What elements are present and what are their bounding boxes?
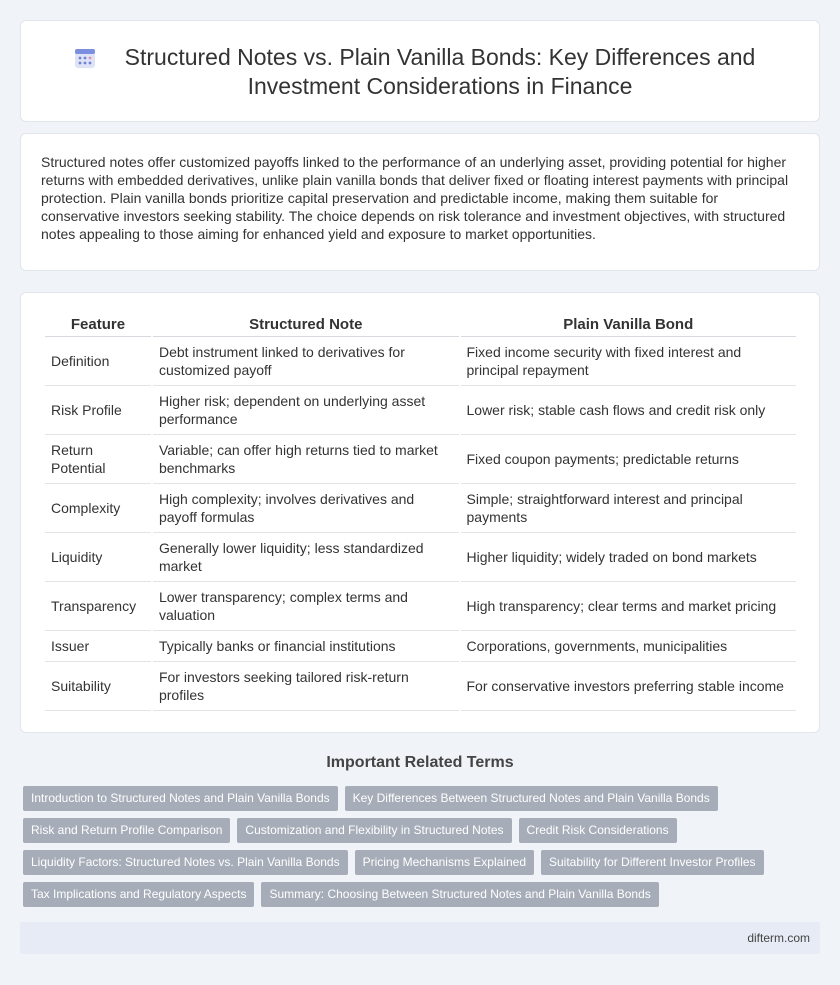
table-row: [45, 484, 796, 533]
plain-vanilla-bond-cell: Corporations, governments, municipalities: [461, 631, 797, 662]
plain-vanilla-bond-cell: Fixed income security with fixed interest and principal repayment: [461, 337, 797, 386]
table-row: [45, 533, 796, 582]
feature-cell: Return Potential: [45, 435, 151, 484]
structured-note-cell: Debt instrument linked to derivatives for customized payoff: [153, 337, 459, 386]
intro-card: [20, 133, 820, 271]
plain-vanilla-bond-cell: For conservative investors preferring stable income: [461, 662, 797, 711]
structured-note-cell: Lower transparency; complex terms and valuation: [153, 582, 459, 631]
comparison-table: [43, 312, 798, 711]
structured-note-cell: Typically banks or financial institutions: [153, 631, 459, 662]
table-row: [45, 386, 796, 435]
feature-cell: Transparency: [45, 582, 151, 631]
title-card: [20, 20, 820, 122]
table-row: [45, 582, 796, 631]
header-structured-note: Structured Note: [153, 312, 459, 337]
feature-cell: Issuer: [45, 631, 151, 662]
comparison-card: [20, 292, 820, 733]
feature-cell: Complexity: [45, 484, 151, 533]
table-row: [45, 337, 796, 386]
related-terms-list: [23, 786, 818, 907]
table-row: [45, 435, 796, 484]
table-header-row: [45, 312, 796, 337]
footer-site-name[interactable]: difterm.com: [747, 931, 810, 945]
structured-note-cell: Higher risk; dependent on underlying asset performance: [153, 386, 459, 435]
structured-note-cell: High complexity; involves derivatives and payoff formulas: [153, 484, 459, 533]
table-row: [45, 631, 796, 662]
related-term-tag[interactable]: Suitability for Different Investor Profiles: [541, 850, 764, 875]
related-term-tag[interactable]: Customization and Flexibility in Structured Notes: [237, 818, 511, 843]
plain-vanilla-bond-cell: Fixed coupon payments; predictable returns: [461, 435, 797, 484]
related-term-tag[interactable]: Tax Implications and Regulatory Aspects: [23, 882, 254, 907]
related-term-tag[interactable]: Introduction to Structured Notes and Plain Vanilla Bonds: [23, 786, 338, 811]
feature-cell: Liquidity: [45, 533, 151, 582]
plain-vanilla-bond-cell: Lower risk; stable cash flows and credit risk only: [461, 386, 797, 435]
related-term-tag[interactable]: Summary: Choosing Between Structured Notes and Plain Vanilla Bonds: [261, 882, 658, 907]
structured-note-cell: For investors seeking tailored risk-return profiles: [153, 662, 459, 711]
related-term-tag[interactable]: Liquidity Factors: Structured Notes vs. Plain Vanilla Bonds: [23, 850, 348, 875]
related-term-tag[interactable]: Credit Risk Considerations: [519, 818, 677, 843]
plain-vanilla-bond-cell: High transparency; clear terms and market pricing: [461, 582, 797, 631]
plain-vanilla-bond-cell: Simple; straightforward interest and principal payments: [461, 484, 797, 533]
related-term-tag[interactable]: Pricing Mechanisms Explained: [355, 850, 534, 875]
header-plain-vanilla-bond: Plain Vanilla Bond: [461, 312, 797, 337]
page-title: Structured Notes vs. Plain Vanilla Bonds: Key Differences and Investment Considerations in Finance: [124, 44, 756, 99]
structured-note-cell: Variable; can offer high returns tied to market benchmarks: [153, 435, 459, 484]
table-row: [45, 662, 796, 711]
related-term-tag[interactable]: Key Differences Between Structured Notes and Plain Vanilla Bonds: [345, 786, 718, 811]
intro-paragraph: Structured notes offer customized payoffs linked to the performance of an underlying asset, providing potential for higher returns with embedded derivatives, unlike plain vanilla bonds that deliver fixed or floating interest payments with principal protection. Plain vanilla bonds prioritize capital preservation and predictable income, making them suitable for conservative investors seeking stability. The choice depends on risk tolerance and investment objectives, with structured notes appealing to those aiming for enhanced yield and exposure to market opportunities.: [41, 154, 789, 242]
feature-cell: Definition: [45, 337, 151, 386]
structured-note-cell: Generally lower liquidity; less standardized market: [153, 533, 459, 582]
feature-cell: Suitability: [45, 662, 151, 711]
header-feature: Feature: [45, 312, 151, 337]
feature-cell: Risk Profile: [45, 386, 151, 435]
related-terms-heading: Important Related Terms: [326, 754, 514, 771]
plain-vanilla-bond-cell: Higher liquidity; widely traded on bond markets: [461, 533, 797, 582]
related-term-tag[interactable]: Risk and Return Profile Comparison: [23, 818, 230, 843]
footer: [20, 922, 820, 954]
